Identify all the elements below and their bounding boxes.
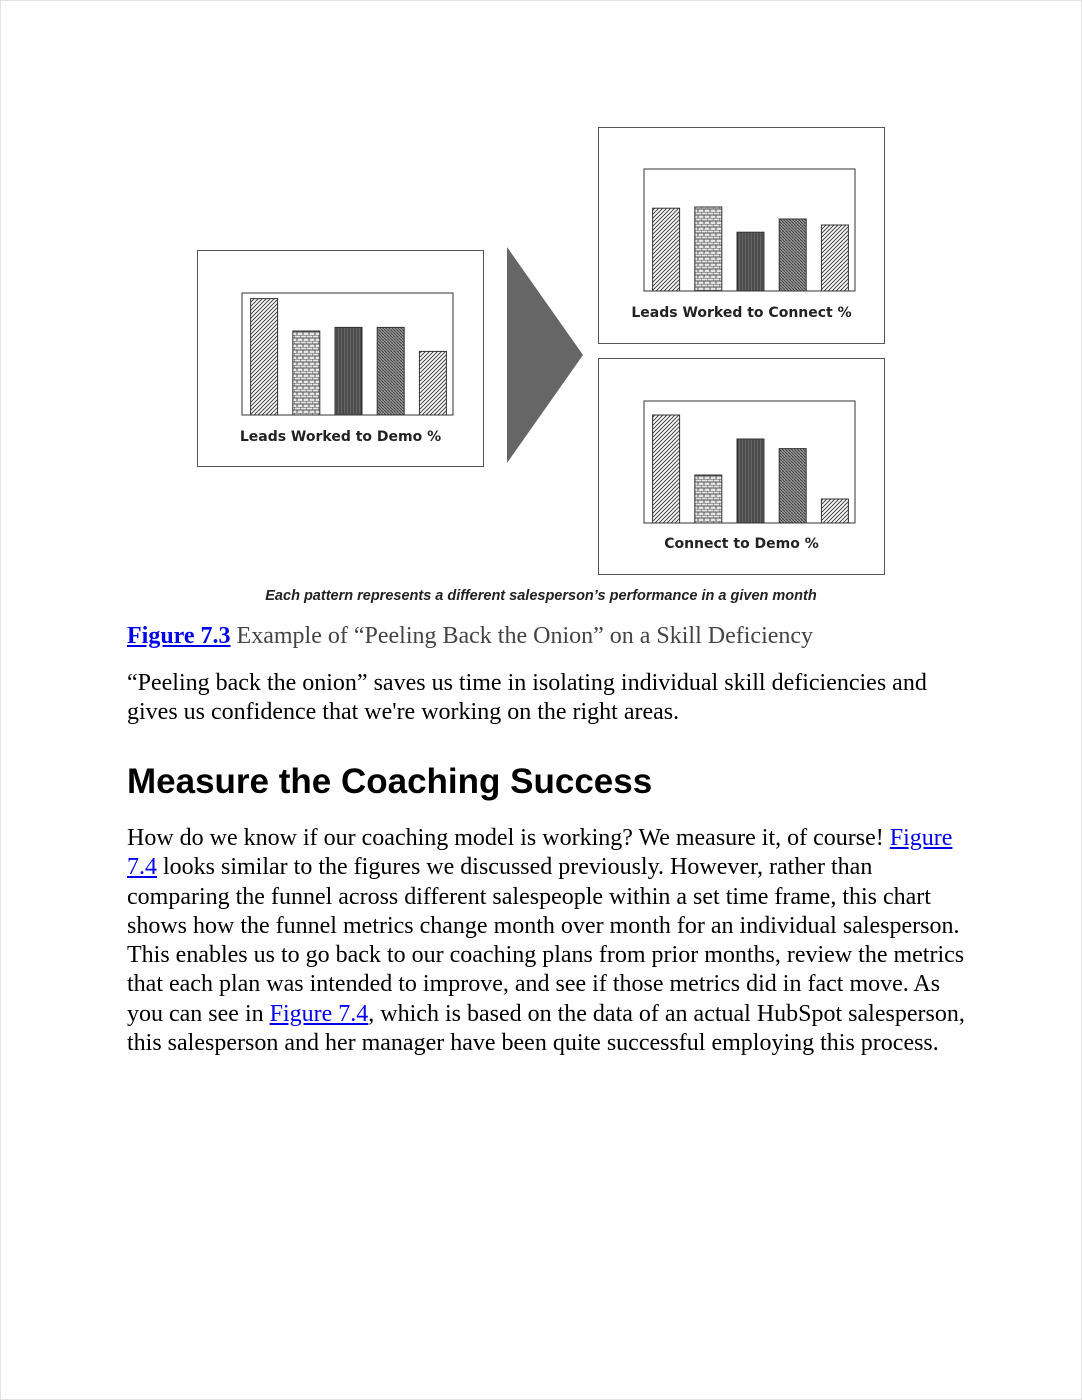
chart-leads-worked-to-demo — [197, 250, 484, 467]
bar-salesperson-4 — [377, 327, 404, 415]
bar-salesperson-5 — [821, 225, 848, 291]
chart-leads-worked-to-connect — [598, 127, 885, 344]
figure-7-3 — [0, 0, 1082, 620]
figure-7-3-link[interactable]: Figure 7.3 — [127, 623, 231, 649]
bar-salesperson-3 — [737, 439, 764, 523]
bar-salesperson-5 — [419, 351, 446, 415]
bar-salesperson-2 — [695, 207, 722, 291]
figure-7-4-link[interactable]: Figure 7.4 — [269, 1000, 369, 1027]
chart-title: Connect to Demo % — [664, 536, 819, 552]
bar-salesperson-2 — [695, 475, 722, 523]
paragraph-text: looks similar to the figures we discussed previously. However, rather than comparing the funnel across different salespeople within a set time frame, this chart shows how the funnel metrics change month over month for an individual salesperson. This enables us to go back to our coaching plans from prior months, review the metrics that each plan was intended to improve, and see if those metrics did in fact move. As you can see in — [127, 854, 965, 1027]
paragraph-coaching — [127, 824, 967, 1058]
bar-salesperson-1 — [251, 299, 278, 415]
paragraph-peeling: “Peeling back the onion” saves us time in isolating individual skill deficiencies and gives us confidence that we're working on the right areas. — [127, 670, 927, 726]
bar-salesperson-4 — [779, 219, 806, 291]
bar-salesperson-3 — [335, 327, 362, 415]
bar-salesperson-3 — [737, 232, 764, 291]
paragraph-text: How do we know if our coaching model is working? We measure it, of course! — [127, 825, 890, 851]
figure-caption — [127, 623, 813, 650]
bar-salesperson-5 — [821, 499, 848, 523]
bar-salesperson-4 — [779, 449, 806, 523]
section-heading: Measure the Coaching Success — [127, 762, 653, 801]
figure-note: Each pattern represents a different salesperson’s performance in a given month — [265, 588, 817, 604]
caption-text: Example of “Peeling Back the Onion” on a Skill Deficiency — [230, 623, 814, 649]
paragraph-text: , which is based on the data of an actual HubSpot salesperson, this salesperson and her manager have been quite successful employing this process. — [127, 1000, 965, 1057]
bar-salesperson-2 — [293, 331, 320, 415]
right-arrow-icon — [507, 247, 585, 463]
chart-title: Leads Worked to Connect % — [631, 305, 852, 321]
chart-title: Leads Worked to Demo % — [239, 429, 442, 445]
chart-connect-to-demo — [598, 358, 885, 575]
figure-7-4-link[interactable]: Figure 7.4 — [127, 825, 953, 881]
bar-salesperson-1 — [653, 415, 680, 523]
bar-salesperson-1 — [653, 208, 680, 291]
